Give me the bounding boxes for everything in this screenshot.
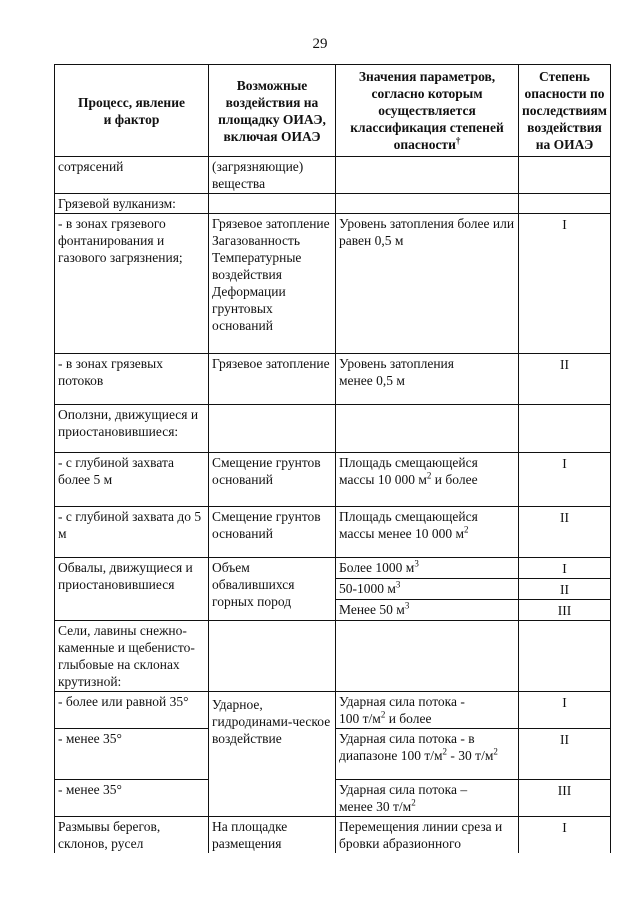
table-header-row (55, 65, 611, 157)
cell-parameter: 50-1000 $м^3$ (336, 579, 519, 600)
cell-process: Оползни, движущиеся и приостановившиеся: (55, 405, 209, 453)
cell-degree: I (519, 817, 611, 854)
cell-impact: На площадке размещения (209, 817, 336, 854)
cell-parameter: Площадь смещающейся массы 10 000 $м^2$ и более (336, 453, 519, 507)
cell-parameter: Уровень затопления менее 0,5 м (336, 354, 519, 405)
cell-parameter: Перемещения линии среза и бровки абразионного (336, 817, 519, 854)
cell-process: - в зонах грязевого фонтанирования и газового загрязнения; (55, 214, 209, 354)
cell-degree: I (519, 214, 611, 354)
cell-degree: II (519, 507, 611, 558)
cell-parameter: Ударная сила потока - в диапазоне 100 $т/м^2 - 30$ $т/м^2$ (336, 729, 519, 780)
cell-degree: I (519, 558, 611, 579)
table-row (55, 405, 611, 453)
header-impacts: Возможные воздействия на площадку ОИАЭ, включая ОИАЭ (209, 65, 336, 157)
cell-process: Сели, лавины снежно-каменные и щебенисто-глыбовые на склонах крутизной: (55, 621, 209, 692)
cell-degree: II (519, 729, 611, 780)
cell-degree: II (519, 579, 611, 600)
cell-degree (519, 157, 611, 194)
footnote-mark: † (455, 135, 461, 146)
table-row (55, 453, 611, 507)
cell-process: Обвалы, движущиеся и приостановившиеся (55, 558, 209, 621)
cell-process: сотрясений (55, 157, 209, 194)
table-row (55, 558, 611, 579)
cell-impact: Объем обвалившихся горных пород (209, 558, 336, 621)
table-row (55, 692, 611, 729)
cell-process: - с глубиной захвата более 5 м (55, 453, 209, 507)
cell-impact: Грязевое затопление Загазованность Температурные воздействия Деформации грунтовых оснований (209, 214, 336, 354)
hazard-classification-table (54, 64, 611, 853)
header-process: Процесс, явление и фактор (55, 65, 209, 157)
page-number: 29 (312, 36, 328, 52)
cell-parameter: Площадь смещающейся массы менее 10 000 $м^2$ (336, 507, 519, 558)
cell-process: Размывы берегов, склонов, русел (55, 817, 209, 854)
table-row (55, 817, 611, 854)
cell-impact: Смещение грунтов оснований (209, 507, 336, 558)
cell-process: Грязевой вулканизм: (55, 194, 209, 214)
header-degree: Степень опасности по последствиям воздействия на ОИАЭ (519, 65, 611, 157)
header-parameters-text: Значения параметров, согласно которым осуществляется классификация степеней опасности (350, 69, 504, 152)
cell-impact: Смещение грунтов оснований (209, 453, 336, 507)
cell-parameter (336, 157, 519, 194)
cell-process: - с глубиной захвата до 5 м (55, 507, 209, 558)
cell-process: - в зонах грязевых потоков (55, 354, 209, 405)
cell-process: - менее 35° (55, 780, 209, 817)
cell-parameter: Ударная сила потока – менее 30 $т/м^2$ (336, 780, 519, 817)
table-row (55, 214, 611, 354)
table-row (55, 354, 611, 405)
cell-impact: Грязевое затопление (209, 354, 336, 405)
cell-parameter: Более 1000 $м^3$ (336, 558, 519, 579)
table-row (55, 507, 611, 558)
cell-degree: II (519, 354, 611, 405)
cell-process: - менее 35° (55, 729, 209, 780)
table-row (55, 621, 611, 692)
cell-degree: I (519, 453, 611, 507)
header-parameters (336, 65, 519, 157)
cell-parameter: Уровень затопления более или равен 0,5 м (336, 214, 519, 354)
cell-parameter: Ударная сила потока - 100 $т/м^2$ и более (336, 692, 519, 729)
cell-degree: I (519, 692, 611, 729)
cell-process: - более или равной 35° (55, 692, 209, 729)
table-row (55, 194, 611, 214)
cell-impact: Ударное, гидродинами-ческое воздействие (209, 692, 336, 817)
table-row (55, 157, 611, 194)
cell-parameter: Менее 50 $м^3$ (336, 600, 519, 621)
cell-degree: III (519, 600, 611, 621)
cell-degree: III (519, 780, 611, 817)
cell-impact: (загрязняющие) вещества (209, 157, 336, 194)
